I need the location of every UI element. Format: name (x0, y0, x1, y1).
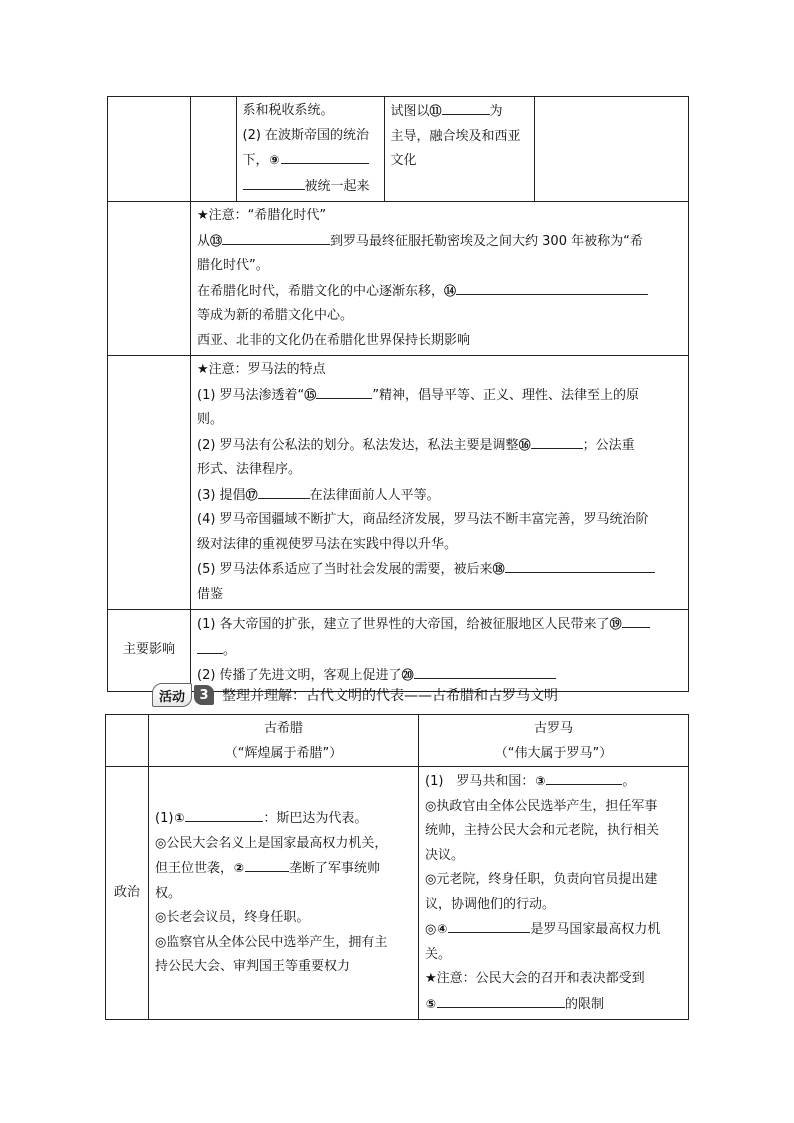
fill-blank-19b[interactable] (197, 638, 223, 654)
impact-label-cell (108, 610, 191, 692)
rome-politics-cell: (1) 罗马共和国：③ 。 ◎执政官由全体公民选举产生，担任军事 统帅，主持公民大会和元老院，执行相关 决议。 ◎元老院，终身任职，负责向官员提出建 议，协调他们的行动。 ◎④ 是罗马国家最高权力机 关。 ★注意：公民大会的召开和表决都受到 ⑤ 的限制 (419, 767, 689, 1020)
greece-subheader: （“辉煌属于希腊”） (224, 745, 343, 761)
politics-label: 政治 (113, 884, 140, 900)
politics-label-cell (106, 767, 149, 1020)
blank-label-cell (108, 97, 191, 202)
greece-header: 古希腊 (263, 721, 303, 736)
blank-number-4: ④ (437, 922, 448, 936)
fill-blank-19[interactable] (622, 612, 650, 628)
inner-row-table (191, 97, 689, 201)
fill-blank-9[interactable] (281, 148, 369, 164)
activity-badge: 活动 (152, 683, 192, 707)
fill-blank-13[interactable] (222, 229, 330, 245)
blank-number-20: ⑳ (401, 668, 414, 682)
fill-blank-3[interactable] (546, 769, 622, 785)
hellenistic-note-cell: ★注意：“希腊化时代” 从⑬ 到罗马最终征服托勒密埃及之间大约 300 年被称为“希 腊化时代”。 在希腊化时代，希腊文化的中心逐渐东移，⑭ 等成为新的希腊文化中心。 西亚、北非的文化仍在希腊化世界保持长期影响 (191, 202, 689, 356)
inner-empty-cell (534, 97, 689, 201)
alexander-cell: 试图以⑪ 为 主导，融合埃及和西亚 文化 (384, 97, 534, 201)
rome-header-cell (419, 715, 689, 767)
fill-blank-11[interactable] (442, 99, 490, 115)
blank-label-cell (108, 202, 191, 356)
blank-number-3: ③ (535, 774, 546, 788)
blank-number-5: ⑤ (425, 996, 437, 1011)
fill-blank-14[interactable] (456, 279, 648, 295)
rome-subheader: （“伟大属于罗马”） (494, 745, 613, 761)
summary-table-top (107, 96, 689, 692)
persia-cell: 系和税收系统。 (2) 在波斯帝国的统治 下，⑨ 被统一起来 (236, 97, 384, 201)
greece-rome-table (105, 714, 689, 1020)
hellenistic-note-title: ★注意：“希腊化时代” (197, 208, 327, 223)
blank-number-15: ⑮ (304, 387, 317, 402)
blank-label-cell (108, 356, 191, 610)
blank-number-11: ⑪ (429, 104, 442, 118)
activity-title: 整理并理解：古代文明的代表——古希腊和古罗马文明 (222, 688, 559, 704)
impact-cell: (1) 各大帝国的扩张，建立了世界性的大帝国，给被征服地区人民带来了⑲ 。 (2) 传播了先进文明，客观上促进了⑳ (191, 610, 689, 692)
blank-number-18: ⑱ (492, 562, 505, 576)
activity-number: 3 (194, 685, 214, 705)
fill-blank-16[interactable] (531, 433, 583, 449)
blank-number-9: ⑨ (269, 153, 280, 167)
impact-label: 主要影响 (122, 642, 175, 657)
fill-blank-5[interactable] (437, 992, 565, 1008)
fill-blank-2[interactable] (245, 856, 289, 872)
fill-blank-1[interactable] (185, 806, 263, 822)
fill-blank-20[interactable] (414, 663, 556, 679)
roman-law-cell: ★注意：罗马法的特点 (1) 罗马法渗透着“⑮ ”精神，倡导平等、正义、理性、法律至上的原 则。 (2) 罗马法有公私法的划分。私法发达，私法主要是调整⑯ ；公法重 形式、法律程序。 (3) 提倡⑰ 在法律面前人人平等。 (4) 罗马帝国疆域不断扩大，商品经济发展，罗马法不断丰富完善，罗马统治阶 级对法律的重视使罗马法在实践中得以升华。 (5) 罗马法体系适应了当时社会发展的需要，被后来⑱ 借鉴 (191, 356, 689, 610)
blank-number-14: ⑭ (444, 283, 457, 298)
greece-header-cell (149, 715, 419, 767)
fill-blank-17[interactable] (258, 483, 310, 499)
blank-number-1: ① (174, 811, 185, 826)
roman-law-title: ★注意：罗马法的特点 (197, 362, 326, 377)
blank-number-17: ⑰ (245, 487, 258, 502)
blank-number-19: ⑲ (609, 617, 622, 631)
fill-blank-9b[interactable] (243, 174, 305, 190)
fill-blank-15[interactable] (316, 383, 372, 399)
rome-header: 古罗马 (533, 721, 573, 736)
corner-cell (106, 715, 149, 767)
fill-blank-18[interactable] (505, 557, 655, 573)
blank-number-16: ⑯ (518, 437, 531, 452)
inner-blank-cell (191, 97, 236, 201)
greece-politics-cell: (1)① ：斯巴达为代表。 ◎公民大会名义上是国家最高权力机关， 但王位世袭，② 垄断了军事统帅 权。 ◎长老会议员，终身任职。 ◎监察官从全体公民中选举产生，拥有主 持公民大会、审判国王等重要权力 (149, 767, 419, 1020)
blank-number-13: ⑬ (210, 233, 223, 248)
blank-number-2: ② (233, 861, 245, 876)
fill-blank-4[interactable] (448, 917, 530, 933)
activity-heading (152, 682, 558, 708)
